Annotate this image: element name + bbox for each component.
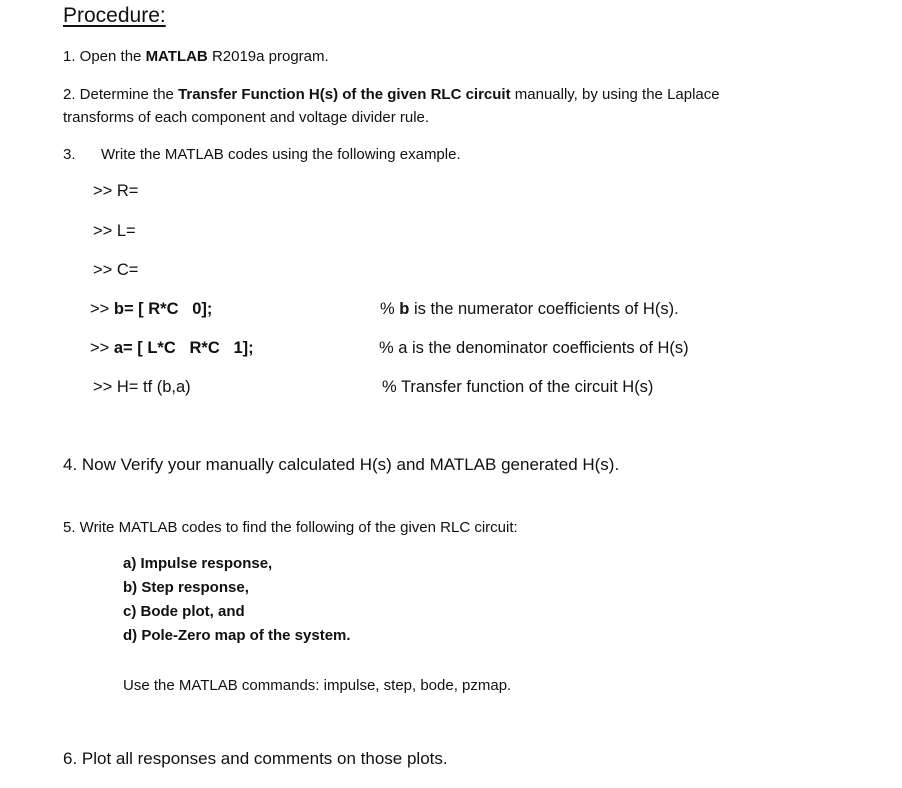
step-1-bold: MATLAB bbox=[145, 48, 208, 65]
step-5-item-d: d) Pole-Zero map of the system. bbox=[123, 627, 351, 644]
code-c: >> C= bbox=[93, 261, 139, 279]
code-b bbox=[90, 300, 212, 319]
step-5-item-a: a) Impulse response, bbox=[123, 555, 273, 572]
code-a-prompt: >> bbox=[90, 339, 114, 357]
code-a-expr: a= [ L*C R*C 1]; bbox=[113, 339, 254, 357]
code-b-comment-bold: b bbox=[399, 300, 410, 318]
step-5-commands: Use the MATLAB commands: impulse, step, bode, pzmap. bbox=[123, 677, 512, 694]
step-1 bbox=[63, 45, 329, 68]
procedure-heading: Procedure: bbox=[63, 4, 166, 27]
step-5-item-b: b) Step response, bbox=[123, 579, 249, 596]
code-a bbox=[90, 339, 254, 358]
step-2-line-1 bbox=[63, 83, 720, 106]
step-2-pre: 2. Determine the bbox=[63, 86, 179, 103]
step-2 bbox=[63, 83, 720, 129]
code-b-comment-post: is the numerator coefficients of H(s). bbox=[409, 300, 679, 318]
code-b-comment bbox=[380, 300, 679, 319]
step-2-bold: Transfer Function H(s) of the given RLC circuit bbox=[178, 86, 511, 103]
code-r: >> R= bbox=[93, 182, 139, 200]
code-b-prompt: >> bbox=[90, 300, 114, 318]
step-2-post: manually, by using the Laplace bbox=[510, 86, 720, 103]
step-5-intro: 5. Write MATLAB codes to find the following of the given RLC circuit: bbox=[63, 519, 518, 536]
code-l: >> L= bbox=[93, 222, 136, 240]
step-3-number: 3. bbox=[63, 146, 76, 163]
step-1-pre: 1. Open the bbox=[63, 48, 146, 65]
code-a-comment: % a is the denominator coefficients of H(s) bbox=[379, 339, 689, 357]
step-4: 4. Now Verify your manually calculated H(s) and MATLAB generated H(s). bbox=[63, 455, 620, 474]
step-1-post: R2019a program. bbox=[207, 48, 329, 65]
code-h-comment: % Transfer function of the circuit H(s) bbox=[382, 378, 654, 396]
step-2-line-2: transforms of each component and voltage divider rule. bbox=[63, 109, 430, 126]
code-h: >> H= tf (b,a) bbox=[93, 378, 191, 396]
step-3-text: Write the MATLAB codes using the following example. bbox=[101, 146, 461, 163]
code-b-comment-pre: % bbox=[380, 300, 400, 318]
step-6: 6. Plot all responses and comments on those plots. bbox=[63, 749, 448, 768]
step-5-item-c: c) Bode plot, and bbox=[123, 603, 245, 620]
code-b-expr: b= [ R*C 0]; bbox=[113, 300, 213, 318]
